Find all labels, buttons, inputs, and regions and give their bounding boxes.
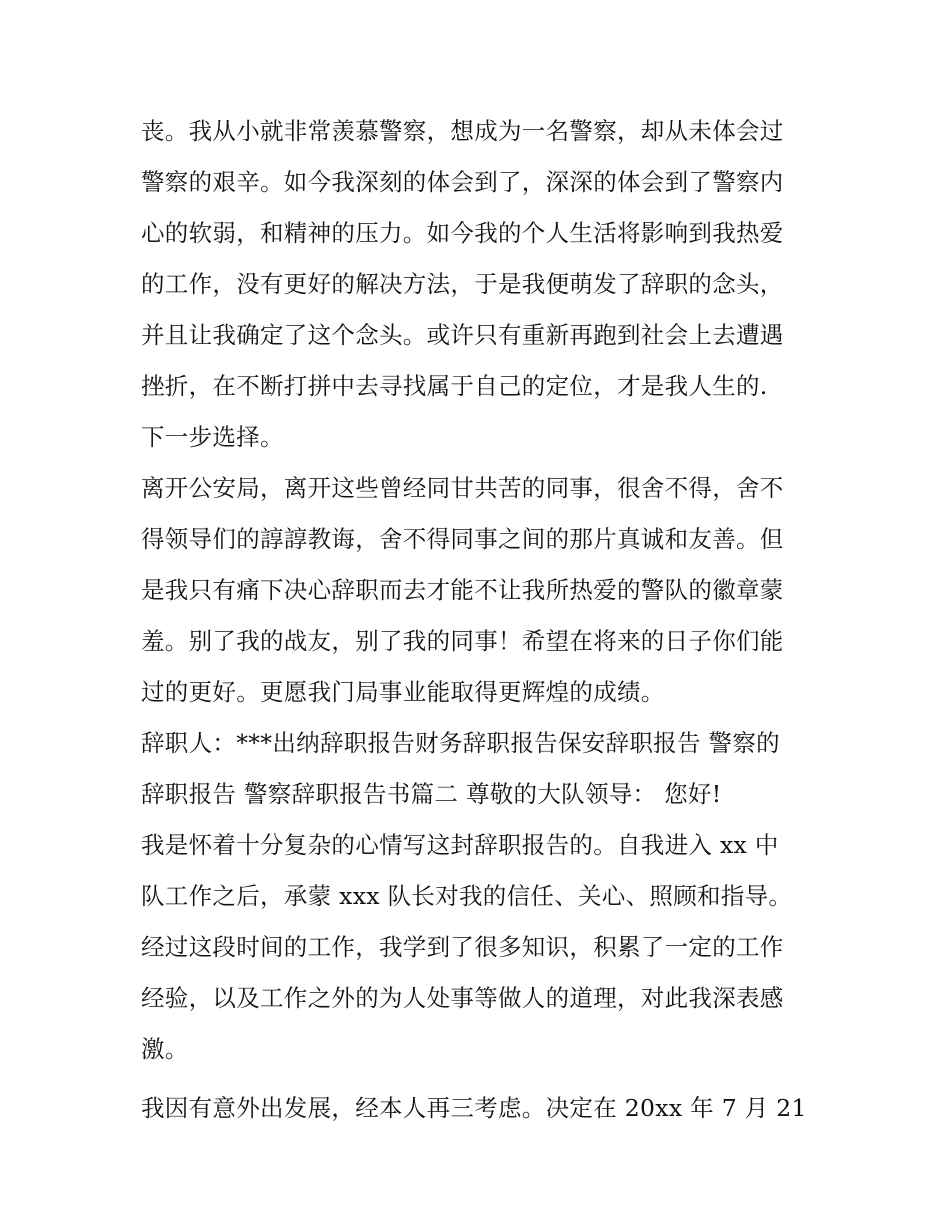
text-line: 下一步选择。 [141, 423, 284, 451]
text-line: 经过这段时间的工作，我学到了很多知识，积累了一定的工作 [141, 933, 784, 961]
text-line: 挫折，在不断打拼中去寻找属于自己的定位，才是我人生的. [141, 372, 768, 400]
text-line: 警察的艰辛。如今我深刻的体会到了，深深的体会到了警察内 [141, 168, 784, 196]
text-line: 心的软弱，和精神的压力。如今我的个人生活将影响到我热爱 [141, 219, 784, 247]
paragraph-gap [141, 1075, 821, 1083]
text-line: 丧。我从小就非常羡慕警察，想成为一名警察，却从未体会过 [141, 117, 784, 145]
text-line: 我是怀着十分复杂的心情写这封辞职报告的。自我进入 xx 中 [141, 831, 779, 859]
text-line: 辞职报告 警察辞职报告书篇二 尊敬的大队领导： 您好! [141, 780, 722, 808]
text-line: 羞。别了我的战友，别了我的同事！希望在将来的日子你们能 [141, 627, 784, 655]
text-line: 经验，以及工作之外的为人处事等做人的道理，对此我深表感 [141, 984, 784, 1012]
text-line: 队工作之后，承蒙 xxx 队长对我的信任、关心、照顾和指导。 [141, 882, 793, 910]
text-line: 激。 [141, 1035, 189, 1063]
text-line: 离开公安局，离开这些曾经同甘共苦的同事，很舍不得，舍不 [141, 474, 784, 502]
text-line: 并且让我确定了这个念头。或许只有重新再跑到社会上去遭遇 [141, 321, 784, 349]
text-line: 的工作，没有更好的解决方法，于是我便萌发了辞职的念头， [141, 270, 784, 298]
text-line: 过的更好。更愿我门局事业能取得更辉煌的成绩。 [141, 678, 665, 706]
text-line: 我因有意外出发展，经本人再三考虑。决定在 20xx 年 7 月 21 [141, 1094, 807, 1122]
text-line: 辞职人：***出纳辞职报告财务辞职报告保安辞职报告 警察的 [141, 729, 780, 757]
document-body [141, 106, 821, 1134]
text-line: 得领导们的諄諄教诲，舍不得同事之间的那片真诚和友善。但 [141, 525, 784, 553]
text-line: 是我只有痛下决心辞职而去才能不让我所热爱的警队的徽章蒙 [141, 576, 784, 604]
